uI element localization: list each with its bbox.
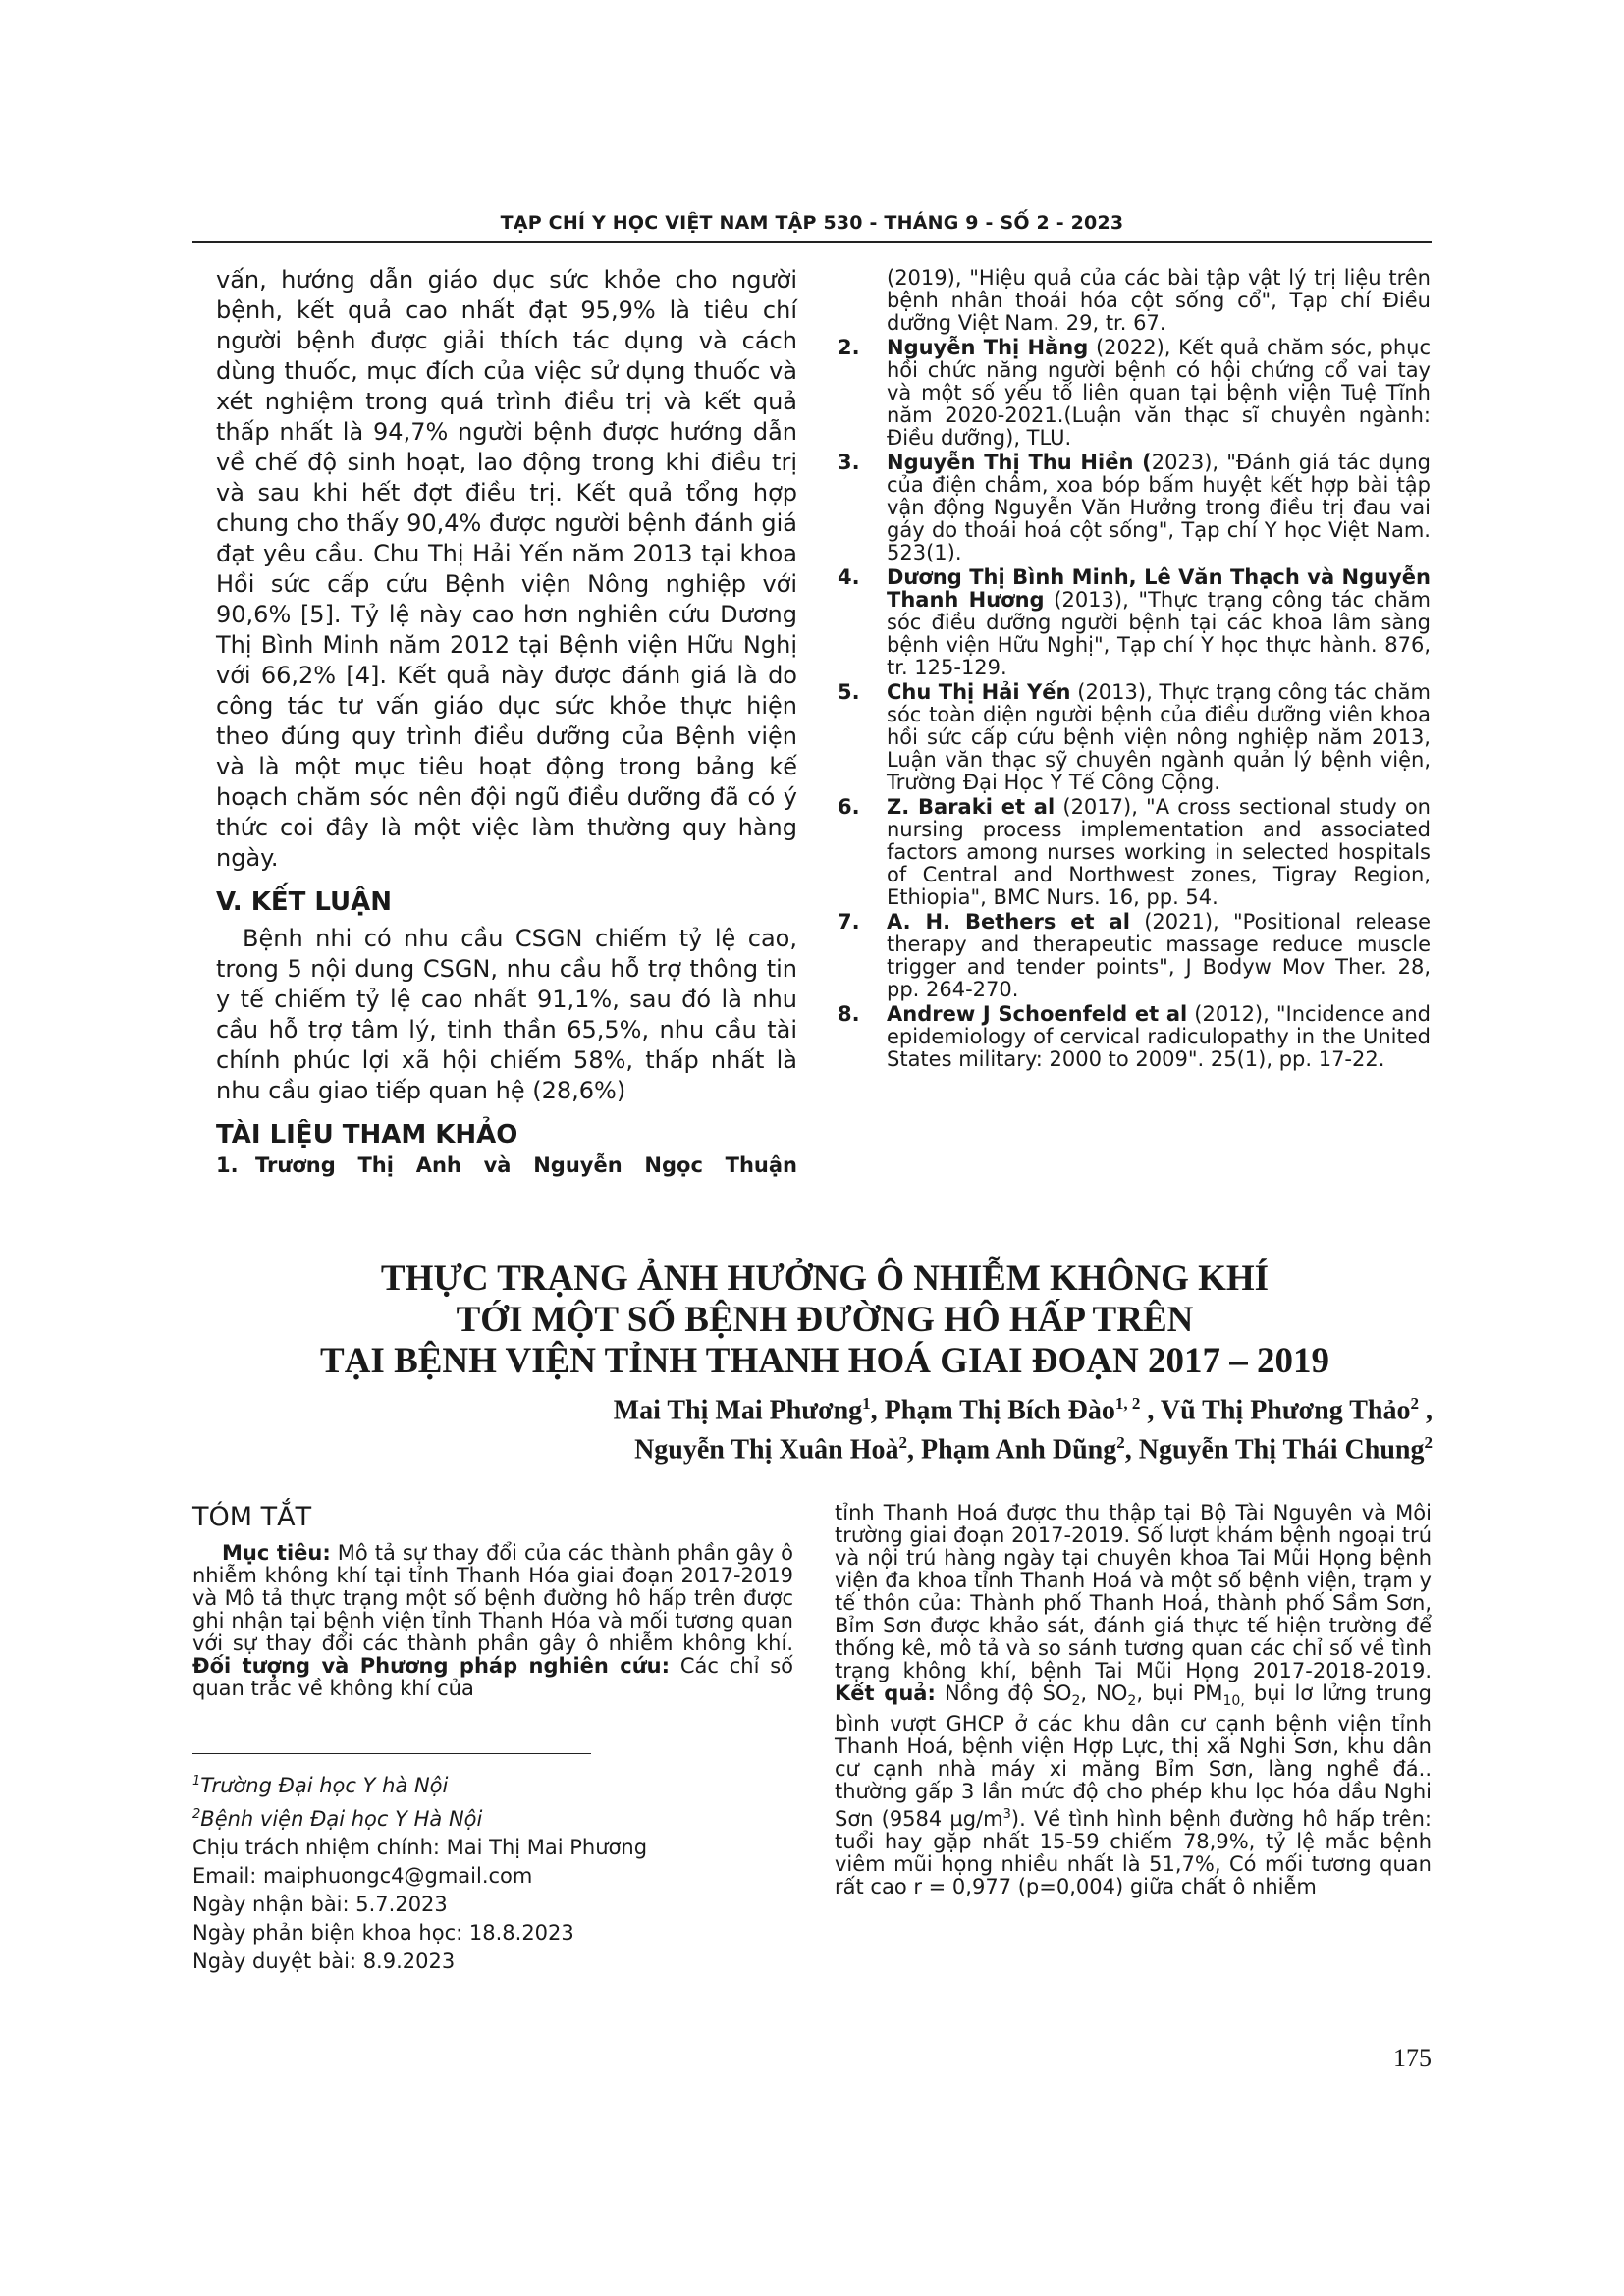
reference-1-continued: (2019), "Hiệu quả của các bài tập vật lý trị liệu trên bệnh nhân thoái hóa cột sống cổ", Tạp chí Điều dưỡng Việt Nam. 29, tr. 67. [887, 266, 1431, 335]
left-column [216, 265, 797, 1178]
reference-item [838, 566, 1431, 679]
author-name: Nguyễn Thị Xuân Hoà [634, 1434, 899, 1466]
running-head: TẠP CHÍ Y HỌC VIỆT NAM TẬP 530 - THÁNG 9 - SỐ 2 - 2023 [500, 212, 1124, 234]
title-line-3: TẠI BỆNH VIỆN TỈNH THANH HOÁ GIAI ĐOẠN 2017 – 2019 [320, 1341, 1329, 1381]
reference-1-number: 1. [216, 1153, 239, 1177]
reference-item [838, 796, 1431, 909]
reviewed-date: Ngày phản biện khoa học: 18.8.2023 [192, 1921, 574, 1945]
author-affiliation: 2 [1116, 1433, 1125, 1452]
affiliation-text: Bệnh viện Đại học Y Hà Nội [200, 1807, 483, 1831]
header-rule [192, 241, 1432, 243]
author-affiliation: 2 [1410, 1394, 1419, 1413]
superscript: 3 [1002, 1807, 1011, 1823]
author-affiliation: 1 [862, 1394, 871, 1413]
page-number: 175 [1393, 2044, 1432, 2072]
reference-number: 8. [838, 1002, 860, 1026]
conclusion-text: Bệnh nhi có nhu cầu CSGN chiếm tỷ lệ cao, trong 5 nội dung CSGN, nhu cầu hỗ trợ thông tin y tế chiếm tỷ lệ cao nhất 91,1%, sau đó là nhu cầu hỗ trợ tâm lý, tinh thần 65,5%, nhu cầu tài chính phúc lợi xã hội chiếm 58%, thấp nhất là nhu cầu giao tiếp quan hệ (28,6%) [216, 925, 797, 1104]
subscript: 10, [1222, 1693, 1245, 1710]
method-text: Các chỉ số quan trắc về không khí của [192, 1654, 793, 1700]
corresponding-author: Chịu trách nhiệm chính: Mai Thị Mai Phương [192, 1836, 648, 1859]
reference-number: 3. [838, 451, 860, 474]
reference-item [838, 337, 1431, 450]
title-line-1: THỰC TRẠNG ẢNH HƯỞNG Ô NHIỄM KHÔNG KHÍ [380, 1258, 1270, 1299]
author-name: Nguyễn Thị Thái Chung [1138, 1434, 1425, 1466]
result-text: , NO [1080, 1682, 1128, 1705]
reference-item [838, 911, 1431, 1001]
result-text: , bụi PM [1136, 1682, 1223, 1705]
author-name: Phạm Thị Bích Đào [884, 1395, 1115, 1426]
abstract-text [192, 1542, 793, 1700]
result-label: Kết quả: [835, 1682, 936, 1705]
received-date: Ngày nhận bài: 5.7.2023 [192, 1893, 448, 1916]
reference-item [838, 452, 1431, 564]
reference-authors: Dương Thị Bình Minh, Lê Văn Thạch và Nguyễn Thanh Hương [887, 565, 1431, 612]
authors-line-1 [352, 1394, 1433, 1426]
abstract-heading: TÓM TẮT [192, 1502, 312, 1532]
result-text: bụi lơ lửng trung bình vượt GHCP ở các khu dân cư cạnh bệnh viện tỉnh Thanh Hoá, bệnh viện Hợp Lực, thị xã Nghi Sơn, khu dân cư cạnh nhà máy xi măng Bỉm Sơn, làng nghề đá.. thường gấp 3 lần mức độ cho phép khu lọc hóa dầu Nghi Sơn (9584 µg/m [835, 1682, 1432, 1832]
reference-number: 5. [838, 680, 860, 704]
author-name: Vũ Thị Phương Thảo [1160, 1395, 1411, 1426]
reference-text: (2013), "Thực trạng công tác chăm sóc điều dưỡng người bệnh tại các khoa lâm sàng bệnh viện Hữu Nghị", Tạp chí Y học thực hành. 876, tr. 125-129. [887, 588, 1432, 679]
reference-1-authors: Trương Thị Anh và Nguyễn Ngọc Thuận [255, 1153, 797, 1177]
reference-number: 6. [838, 795, 860, 819]
reference-text: (2013), Thực trạng công tác chăm sóc toàn diện người bệnh của điều dưỡng viên khoa hồi sức cấp cứu bệnh viện nông nghiệp năm 2013, Luận văn thạc sỹ chuyên ngành quản lý bệnh viện, Trường Đại Học Y Tế Công Cộng. [887, 680, 1432, 794]
reference-authors: Nguyễn Thị Hằng [887, 336, 1089, 359]
authors-line-2 [352, 1433, 1433, 1466]
reference-text: (2021), "Positional release therapy and therapeutic massage reduce muscle trigger and tender points", J Bodyw Mov Ther. 28, pp. 264-270. [887, 910, 1432, 1001]
author-separator: , [907, 1434, 922, 1466]
method-label: Đối tượng và Phương pháp nghiên cứu: [192, 1654, 671, 1678]
reference-list [838, 267, 1431, 1071]
reference-text: 2023), "Đánh giá tác dụng của điện châm, xoa bóp bấm huyệt kết hợp bài tập vận động Nguyễn Văn Hưởng trong điều trị đau vai gáy do thoái hoá cột sống", Tạp chí Y học Việt Nam. 523(1). [887, 451, 1431, 564]
email: Email: maiphuongc4@gmail.com [192, 1864, 533, 1888]
author-separator: , [1124, 1434, 1139, 1466]
affiliation-text: Trường Đại học Y hà Nội [200, 1774, 449, 1797]
author-name: Mai Thị Mai Phương [613, 1395, 863, 1426]
right-column [838, 267, 1431, 1073]
author-separator: , [1140, 1395, 1161, 1426]
abstract-right [835, 1502, 1432, 1898]
affiliation-sup: 1 [192, 1774, 201, 1789]
affiliation-sup: 2 [192, 1807, 201, 1822]
subscript: 2 [1071, 1693, 1081, 1710]
references-heading: TÀI LIỆU THAM KHẢO [216, 1120, 518, 1149]
author-affiliation: 1, 2 [1114, 1394, 1141, 1413]
reference-number: 4. [838, 565, 860, 589]
author-name: Phạm Anh Dũng [921, 1434, 1117, 1466]
reference-item [838, 1003, 1431, 1071]
reference-authors: Z. Baraki et al [887, 795, 1056, 819]
reference-authors: A. H. Bethers et al [887, 910, 1130, 934]
reference-text: (2012), "Incidence and epidemiology of cervical radiculopathy in the United States military: 2000 to 2009". 25(1), pp. 17-22. [887, 1002, 1431, 1071]
reference-number: 7. [838, 910, 860, 934]
author-separator: , [1419, 1395, 1433, 1426]
reference-item [838, 681, 1431, 794]
author-affiliation: 2 [898, 1433, 908, 1452]
objective-text: Mô tả sự thay đổi của các thành phần gây ô nhiễm không khí tại tỉnh Thanh Hóa giai đoạn 2017-2019 và Mô tả thực trạng một số bệnh đường hô hấp trên được ghi nhận tại bệnh viện tỉnh Thanh Hóa và mối tương quan với sự thay đổi các thành phần gây ô nhiễm không khí. [192, 1541, 793, 1655]
author-affiliation: 2 [1424, 1433, 1433, 1452]
discussion-paragraph: vấn, hướng dẫn giáo dục sức khỏe cho người bệnh, kết quả cao nhất đạt 95,9% là tiêu chí người bệnh được giải thích tác dụng và cách dùng thuốc, mục đích của việc sử dụng thuốc và xét nghiệm trong quá trình điều trị và kết quả thấp nhất là 94,7% người bệnh được hướng dẫn về chế độ sinh hoạt, lao động trong khi điều trị và sau khi hết đợt điều trị. Kết quả tổng hợp chung cho thấy 90,4% được người bệnh đánh giá đạt yêu cầu. Chu Thị Hải Yến năm 2013 tại khoa Hồi sức cấp cứu Bệnh viện Nông nghiệp với 90,6% [5]. Tỷ lệ này cao hơn nghiên cứu Dương Thị Bình Minh năm 2012 tại Bệnh viện Hữu Nghị với 66,2% [4]. Kết quả này được đánh giá là do công tác tư vấn giáo dục sức khỏe thực hiện theo đúng quy trình điều dưỡng của Bệnh viện và là một mục tiêu hoạt động trong bảng kế hoạch chăm sóc nên đội ngũ điều dưỡng đã có ý thức coi đây là một việc làm thường quy hàng ngày. [216, 266, 797, 872]
reference-authors: Chu Thị Hải Yến [887, 680, 1071, 704]
footnote-rule [192, 1753, 591, 1754]
accepted-date: Ngày duyệt bài: 8.9.2023 [192, 1949, 456, 1973]
affiliation-1 [192, 1767, 801, 1800]
abstract-continued [835, 1502, 1432, 1898]
conclusion-heading: V. KẾT LUẬN [216, 887, 393, 917]
abstract-left [192, 1502, 793, 1700]
article-title [216, 1258, 1434, 1382]
reference-text: (2017), "A cross sectional study on nursing process implementation and associated factors among nurses working in selected hospitals of Central and Northwest zones, Tigray Region, Ethiopia", BMC Nurs. 16, pp. 54. [887, 795, 1431, 909]
title-line-2: TỚI MỘT SỐ BỆNH ĐƯỜNG HÔ HẤP TRÊN [456, 1300, 1194, 1340]
subscript: 2 [1127, 1693, 1137, 1710]
objective-label: Mục tiêu: [222, 1541, 331, 1565]
author-separator: , [870, 1395, 885, 1426]
result-text: Nồng độ SO [935, 1682, 1072, 1705]
reference-authors: Nguyễn Thị Thu Hiền ( [887, 451, 1152, 474]
result-text: ). Về tình hình bệnh đường hô hấp trên: tuổi hay gặp nhất 15-59 chiếm 78,9%, tỷ lệ mắc bệnh viêm mũi họng nhiều nhất là 51,7%, Có mối tương quan rất cao r = 0,977 (p=0,004) giữa chất ô nhiễm [835, 1807, 1432, 1899]
reference-1-start [216, 1152, 797, 1178]
reference-authors: Andrew J Schoenfeld et al [887, 1002, 1188, 1026]
reference-text: (2022), Kết quả chăm sóc, phục hồi chức năng người bệnh có hội chứng cổ vai tay và một số yếu tố liên quan tại bệnh viện Tuệ Tĩnh năm 2020-2021.(Luận văn thạc sĩ chuyên ngành: Điều dưỡng), TLU. [887, 336, 1431, 450]
reference-number: 2. [838, 336, 860, 359]
footnotes [192, 1767, 801, 1976]
method-text-continued: tỉnh Thanh Hoá được thu thập tại Bộ Tài Nguyên và Môi trường giai đoạn 2017-2019. Số lượt khám bệnh ngoại trú và nội trú hàng ngày tại chuyên khoa Tai Mũi Họng bệnh viện đa khoa tỉnh Thanh Hoá và một số bệnh viện, trạm y tế thôn của: Thành phố Thanh Hoá, thành phố Sầm Sơn, Bỉm Sơn được khảo sát, đánh giá thực tế hiện trường để thống kê, mô tả và so sánh tương quan các chỉ số về tình trạng không khí, bệnh Tai Mũi Họng 2017-2018-2019. [835, 1501, 1432, 1682]
affiliation-2 [192, 1800, 801, 1834]
